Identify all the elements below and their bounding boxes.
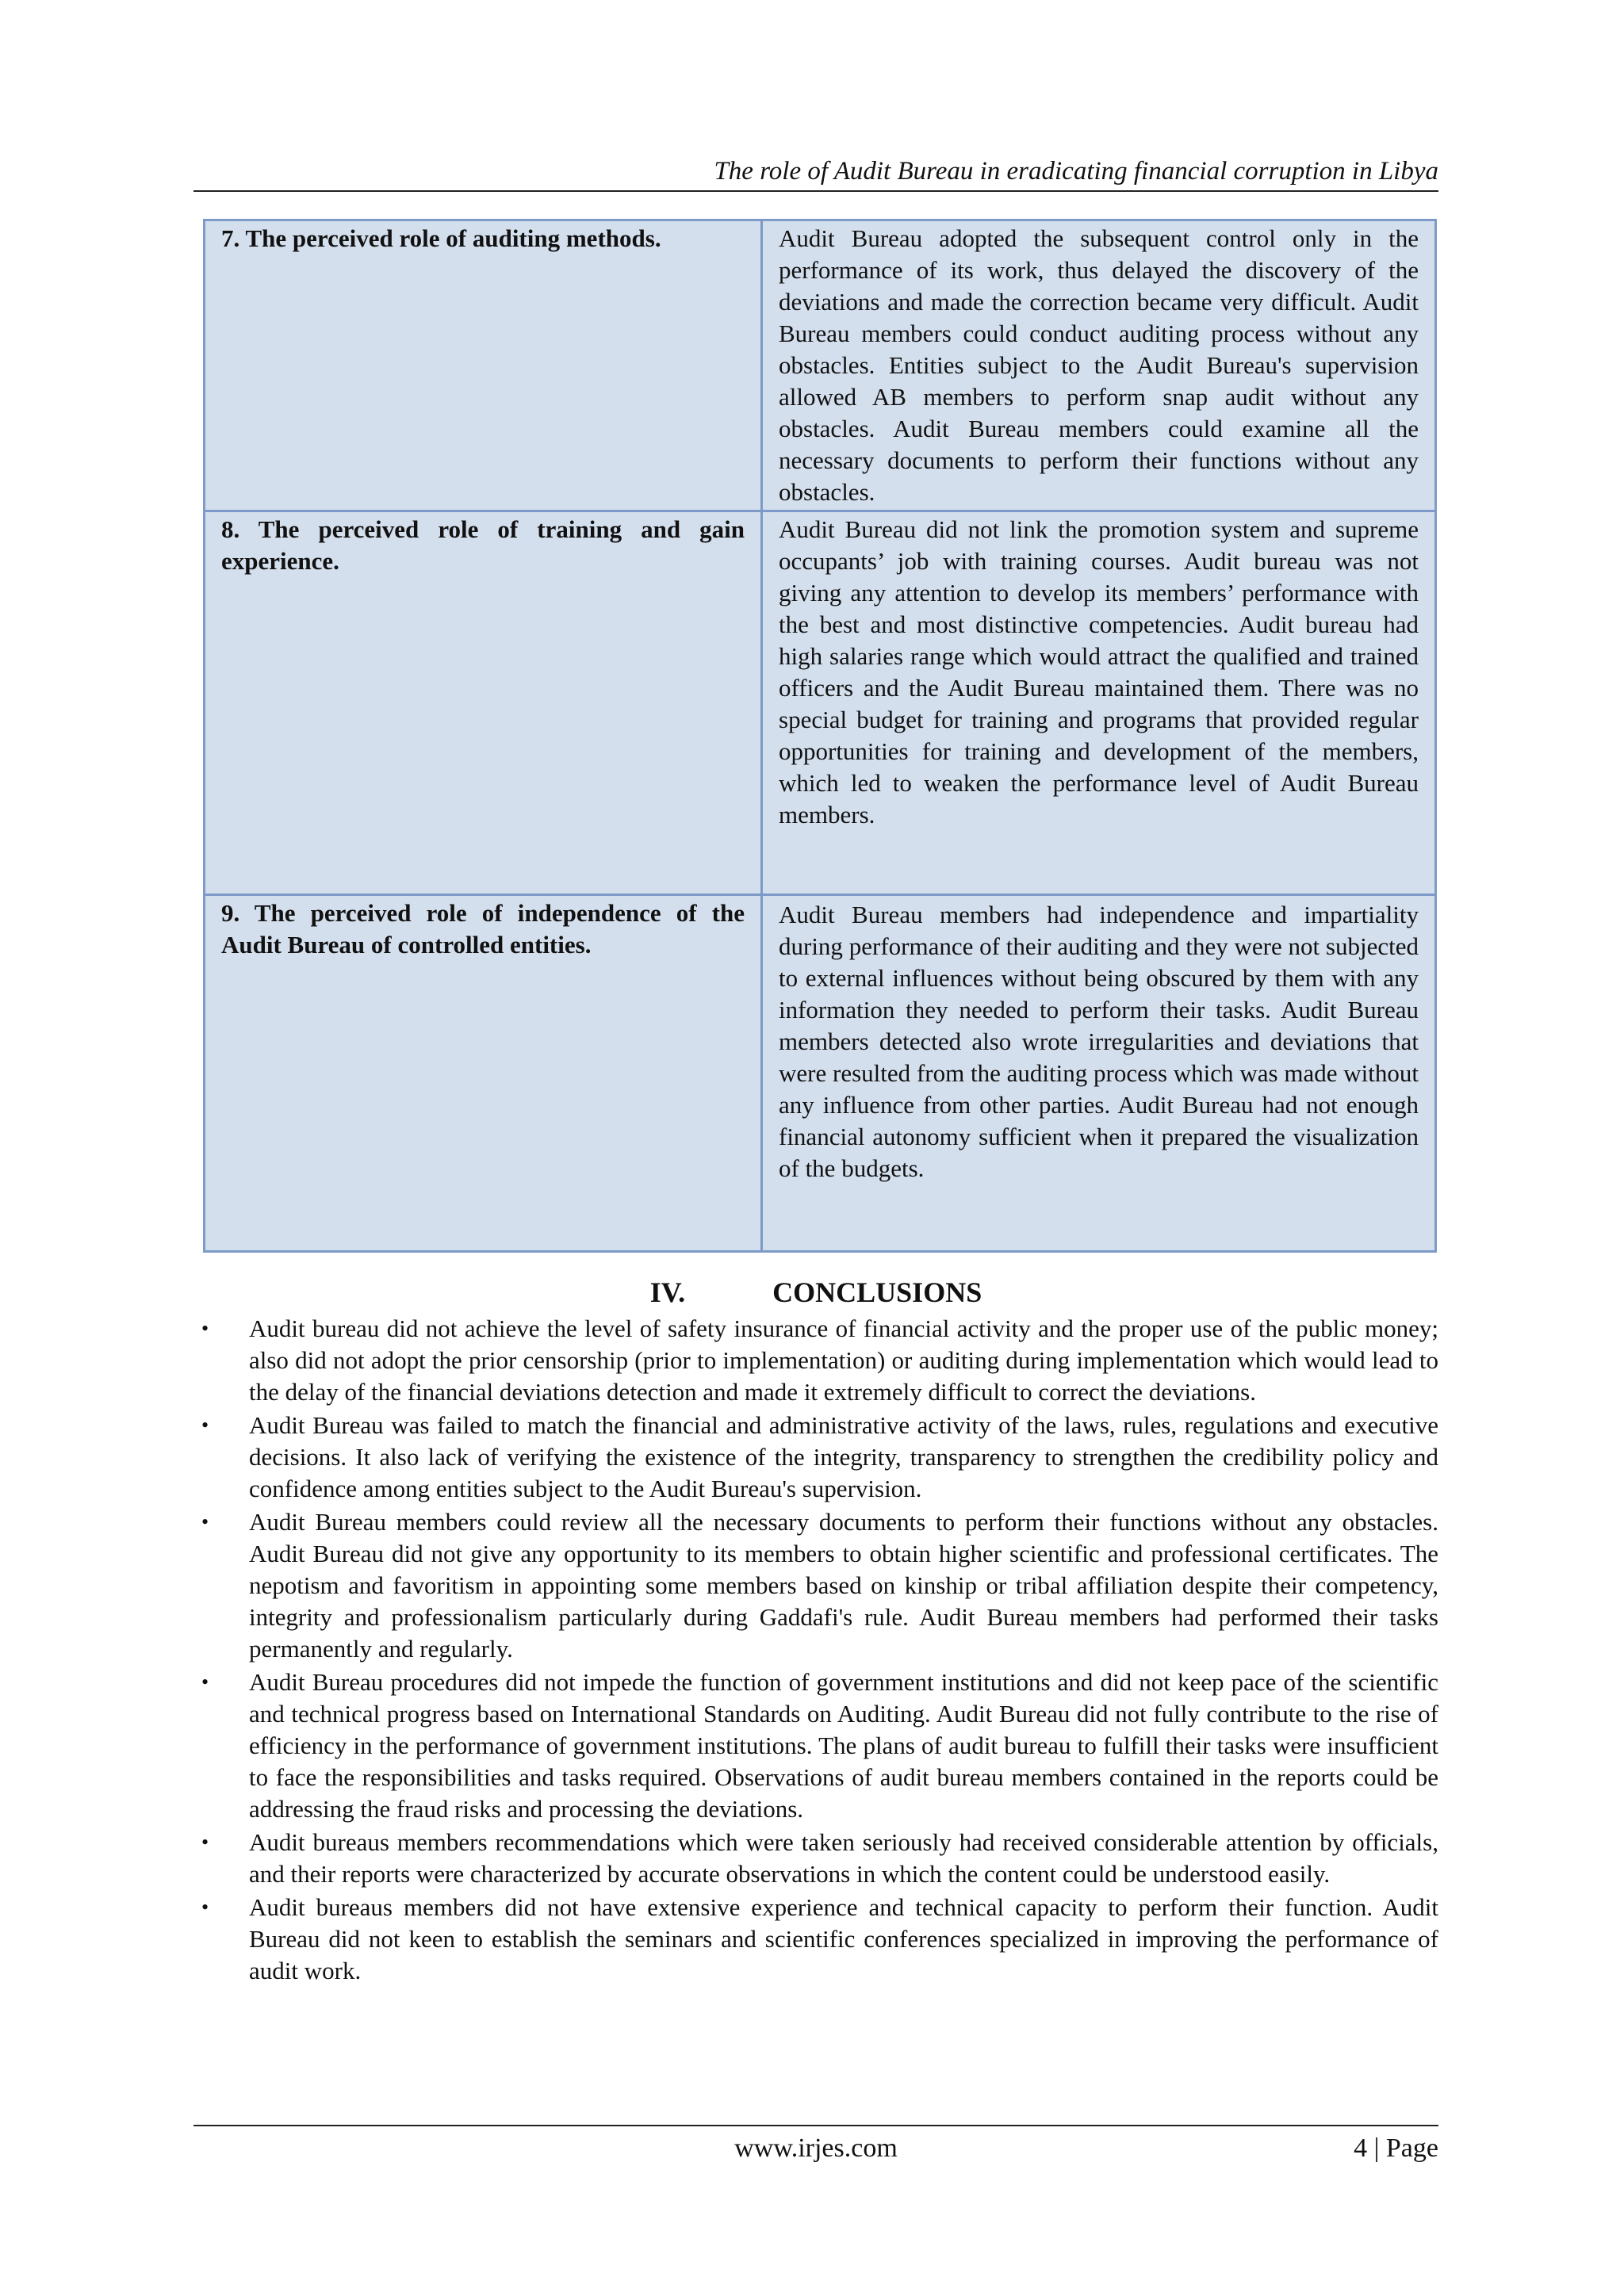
list-item xyxy=(193,1892,1438,1987)
table-row xyxy=(205,895,1436,1252)
bullet-icon: • xyxy=(201,1831,209,1854)
list-item-text: Audit Bureau procedures did not impede the function of government institutions and did not keep pace of the scientific and technical progress based on International Standards on Auditing. Audit Bureau did not fully contribute to the rise of efficiency in the performance of government institutions. The plans of audit bureau to fulfill their tasks were insufficient to face the responsibilities and tasks required. Observations of audit bureau members contained in the reports could be addressing the fraud risks and processing the deviations. xyxy=(249,1668,1438,1823)
footer-divider xyxy=(193,2125,1438,2126)
row-description: Audit Bureau adopted the subsequent control only in the performance of its work, thus delayed the discovery of the deviations and made the correction became very difficult. Audit Bureau members could conduct auditing process without any obstacles. Entities subject to the Audit Bureau's supervision allowed AB members to perform snap audit without any obstacles. Audit Bureau members could examine all the necessary documents to perform their functions without any obstacles. xyxy=(762,220,1436,511)
row-label: 8. The perceived role of training and gain experience. xyxy=(205,511,762,895)
row-description: Audit Bureau members had independence and impartiality during performance of their auditing and they were not subjected to external influences without being obscured by them with any information they needed to perform their tasks. Audit Bureau members detected also wrote irregularities and deviations that were resulted from the auditing process which was made without any influence from other parties. Audit Bureau had not enough financial autonomy sufficient when it prepared the visualization of the budgets. xyxy=(762,895,1436,1252)
row-label: 7. The perceived role of auditing methods. xyxy=(205,220,762,511)
bullet-icon: • xyxy=(201,1896,209,1919)
list-item-text: Audit Bureau was failed to match the financial and administrative activity of the laws, rules, regulations and executive decisions. It also lack of verifying the existence of the integrity, transparency to strengthen the credibility policy and confidence among entities subject to the Audit Bureau's supervision. xyxy=(249,1411,1438,1502)
findings-table xyxy=(203,219,1437,1253)
bullet-icon: • xyxy=(201,1670,209,1693)
table-row xyxy=(205,511,1436,895)
row-description: Audit Bureau did not link the promotion system and supreme occupants’ job with training courses. Audit bureau was not giving any attention to develop its members’ performance with the best and most distinctive competencies. Audit bureau had high salaries range which would attract the qualified and trained officers and the Audit Bureau maintained them. There was no special budget for training and programs that provided regular opportunities for training and development of the members, which led to weaken the performance level of Audit Bureau members. xyxy=(762,511,1436,895)
bullet-icon: • xyxy=(201,1510,209,1533)
header-divider xyxy=(193,190,1438,192)
page-number: 4 | Page xyxy=(1354,2133,1438,2163)
row-label: 9. The perceived role of independence of the Audit Bureau of controlled entities. xyxy=(205,895,762,1252)
list-item-text: Audit Bureau members could review all the necessary documents to perform their functions without any obstacles. Audit Bureau did not give any opportunity to its members to obtain higher scientific and professional certificates. The nepotism and favoritism in appointing some members based on kinship or tribal affiliation despite their competency, integrity and professionalism particularly during Gaddafi's rule. Audit Bureau members had performed their tasks permanently and regularly. xyxy=(249,1508,1438,1663)
table-row xyxy=(205,220,1436,511)
list-item-text: Audit bureaus members did not have extensive experience and technical capacity to perform their function. Audit Bureau did not keen to establish the seminars and scientific conferences specialized in improving the performance of audit work. xyxy=(249,1893,1438,1984)
section-number: IV. xyxy=(649,1276,686,1308)
bullet-icon: • xyxy=(201,1414,209,1437)
section-title: CONCLUSIONS xyxy=(772,1276,982,1308)
footer-url: www.irjes.com xyxy=(734,2133,898,2163)
list-item-text: Audit bureau did not achieve the level of safety insurance of financial activity and the proper use of the public money; also did not adopt the prior censorship (prior to implementation) or auditing during implementation which would lead to the delay of the financial deviations detection and made it extremely difficult to correct the deviations. xyxy=(249,1314,1438,1406)
section-heading xyxy=(193,1275,1438,1310)
list-item xyxy=(193,1667,1438,1825)
list-item xyxy=(193,1506,1438,1665)
conclusions-list xyxy=(193,1313,1438,1988)
bullet-icon: • xyxy=(201,1317,209,1340)
list-item-text: Audit bureaus members recommendations which were taken seriously had received considerable attention by officials, and their reports were characterized by accurate observations in which the content could be understood easily. xyxy=(249,1828,1438,1888)
running-header-title: The role of Audit Bureau in eradicating financial corruption in Libya xyxy=(714,157,1438,186)
list-item xyxy=(193,1313,1438,1408)
list-item xyxy=(193,1410,1438,1505)
list-item xyxy=(193,1827,1438,1890)
